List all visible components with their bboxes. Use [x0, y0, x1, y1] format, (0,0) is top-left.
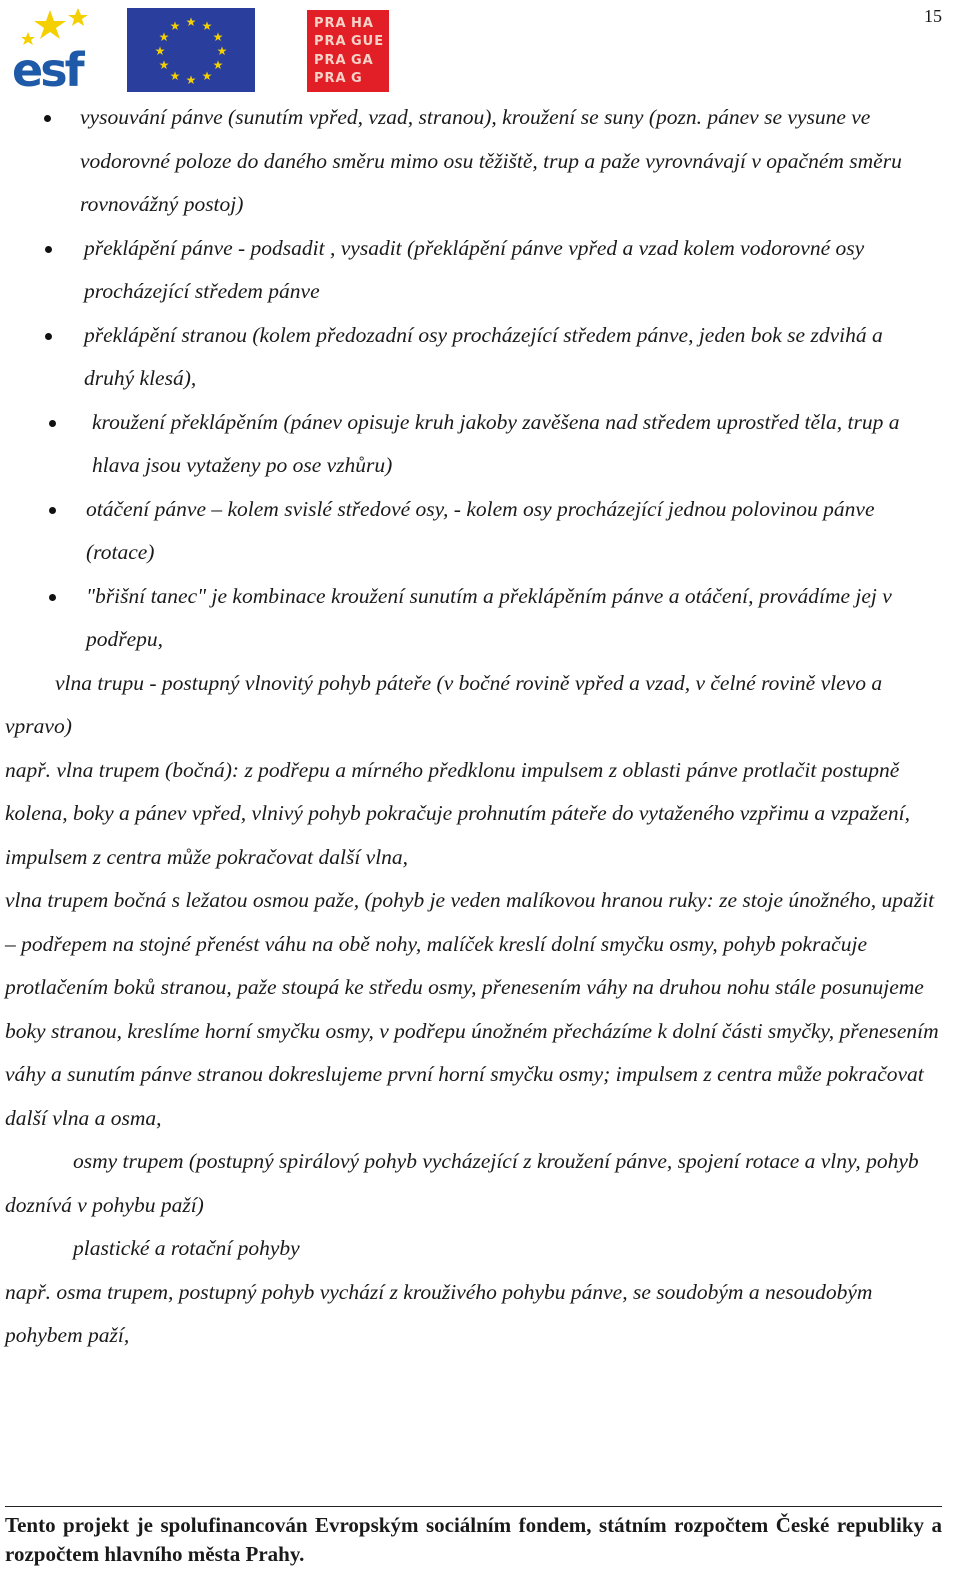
bullet-icon: [45, 246, 52, 253]
bullet-icon: [49, 507, 56, 514]
list-item: [0, 314, 960, 401]
list-item: [0, 401, 960, 488]
svg-text:★: ★: [158, 30, 170, 44]
svg-text:★: ★: [212, 30, 224, 44]
svg-text:★: ★: [201, 19, 213, 33]
praha-logo-text: HA: [351, 15, 374, 31]
list-item: [0, 488, 960, 575]
praha-logo-text: G: [351, 71, 363, 87]
bullet-list: [0, 96, 960, 662]
page-number: 15: [924, 6, 942, 26]
svg-text:★: ★: [169, 19, 181, 33]
praha-logo-text: PRA: [314, 52, 347, 68]
svg-text:★: ★: [185, 73, 197, 87]
bullet-icon: [45, 333, 52, 340]
list-item-text: otáčení pánve – kolem svislé středové osy, - kolem osy procházející jednou polovinou pánve (rotace): [86, 496, 875, 564]
list-item-text: vysouvání pánve (sunutím vpřed, vzad, stranou), kroužení se suny (pozn. pánev se vysune ve vodorovné poloze do daného směru mimo osu těžiště, trup a paže vyrovnávají v opačném směru rovnovážný postoj): [80, 105, 902, 216]
page-footer: Tento projekt je spolufinancován Evropským sociálním fondem, státním rozpočtem České republiky a rozpočtem hlavního města Prahy.: [5, 1506, 942, 1569]
bullet-icon: [49, 594, 56, 601]
paragraph: např. osma trupem, postupný pohyb vychází z krouživého pohybu pánve, se soudobým a nesoudobým pohybem paží,: [5, 1279, 873, 1347]
eu-flag-logo: [127, 8, 255, 92]
esf-logo: [10, 6, 115, 92]
praha-logo-text: GUE: [351, 34, 385, 50]
bullet-icon: [49, 420, 56, 427]
paragraph: plastické a rotační pohyby: [73, 1236, 300, 1260]
svg-text:★: ★: [201, 69, 213, 83]
list-item: [0, 227, 960, 314]
list-item-text: "břišní tanec" je kombinace kroužení sunutím a překlápěním pánve a otáčení, provádíme jej v podřepu,: [86, 583, 892, 651]
list-item-text: překlápění pánve - podsadit , vysadit (překlápění pánve vpřed a vzad kolem vodorovné osy procházející středem pánve: [84, 235, 865, 303]
list-item-text: překlápění stranou (kolem předozadní osy procházející středem pánve, jeden bok se zdvihá a druhý klesá),: [84, 322, 883, 390]
svg-text:★: ★: [185, 15, 197, 29]
paragraph: osmy trupem (postupný spirálový pohyb vycházející z kroužení pánve, spojení rotace a vlny, pohyb doznívá v pohybu paží): [5, 1149, 919, 1217]
paragraph: např. vlna trupem (bočná): z podřepu a mírného předklonu impulsem z oblasti pánve protlačit postupně kolena, boky a pánev vpřed, vlnivý pohyb pokračuje prohnutím páteře do vytaženého vzpřimu a vzpažení, impulsem z centra může pokračovat další vlna,: [5, 757, 910, 869]
praha-logo-text: PRA: [314, 34, 347, 50]
svg-text:★: ★: [169, 69, 181, 83]
paragraph: vlna trupu - postupný vlnovitý pohyb páteře (v bočné rovině vpřed a vzad, v čelné rovině vlevo a vpravo): [5, 670, 883, 738]
svg-text:★: ★: [154, 44, 166, 58]
svg-text:★: ★: [158, 58, 170, 72]
svg-text:★: ★: [212, 58, 224, 72]
paragraph: vlna trupem bočná s ležatou osmou paže, (pohyb je veden malíkovou hranou ruky: ze stoje únožného, upažit – podřepem na stojné přenést váhu na obě nohy, malíček kreslí dolní smyčku osmy, pohyb pokračuje protlačením boků stranou, paže stoupá ke středu osmy, přenesením váhy na druhou nohu stále posunujeme boky stranou, kreslíme horní smyčku osmy, v podřepu únožném přecházíme k dolní části smyčky, přenesením váhy a sunutím pánve stranou dokreslujeme první horní smyčku osmy; impulsem z centra může pokračovat další vlna a osma,: [5, 888, 939, 1130]
svg-text:esf: esf: [12, 43, 82, 92]
list-item: [0, 96, 960, 227]
list-item: [0, 575, 960, 662]
document-body: [0, 96, 960, 1358]
bullet-icon: [44, 115, 51, 122]
praha-logo-text: PRA: [314, 71, 347, 87]
praha-logo-text: GA: [351, 52, 374, 68]
list-item-text: kroužení překlápěním (pánev opisuje kruh jakoby zavěšena nad středem uprostřed těla, trup a hlava jsou vytaženy po ose vzhůru): [92, 409, 900, 477]
svg-text:★: ★: [216, 44, 228, 58]
praha-logo: [307, 10, 389, 92]
praha-logo-text: PRA: [314, 15, 347, 31]
